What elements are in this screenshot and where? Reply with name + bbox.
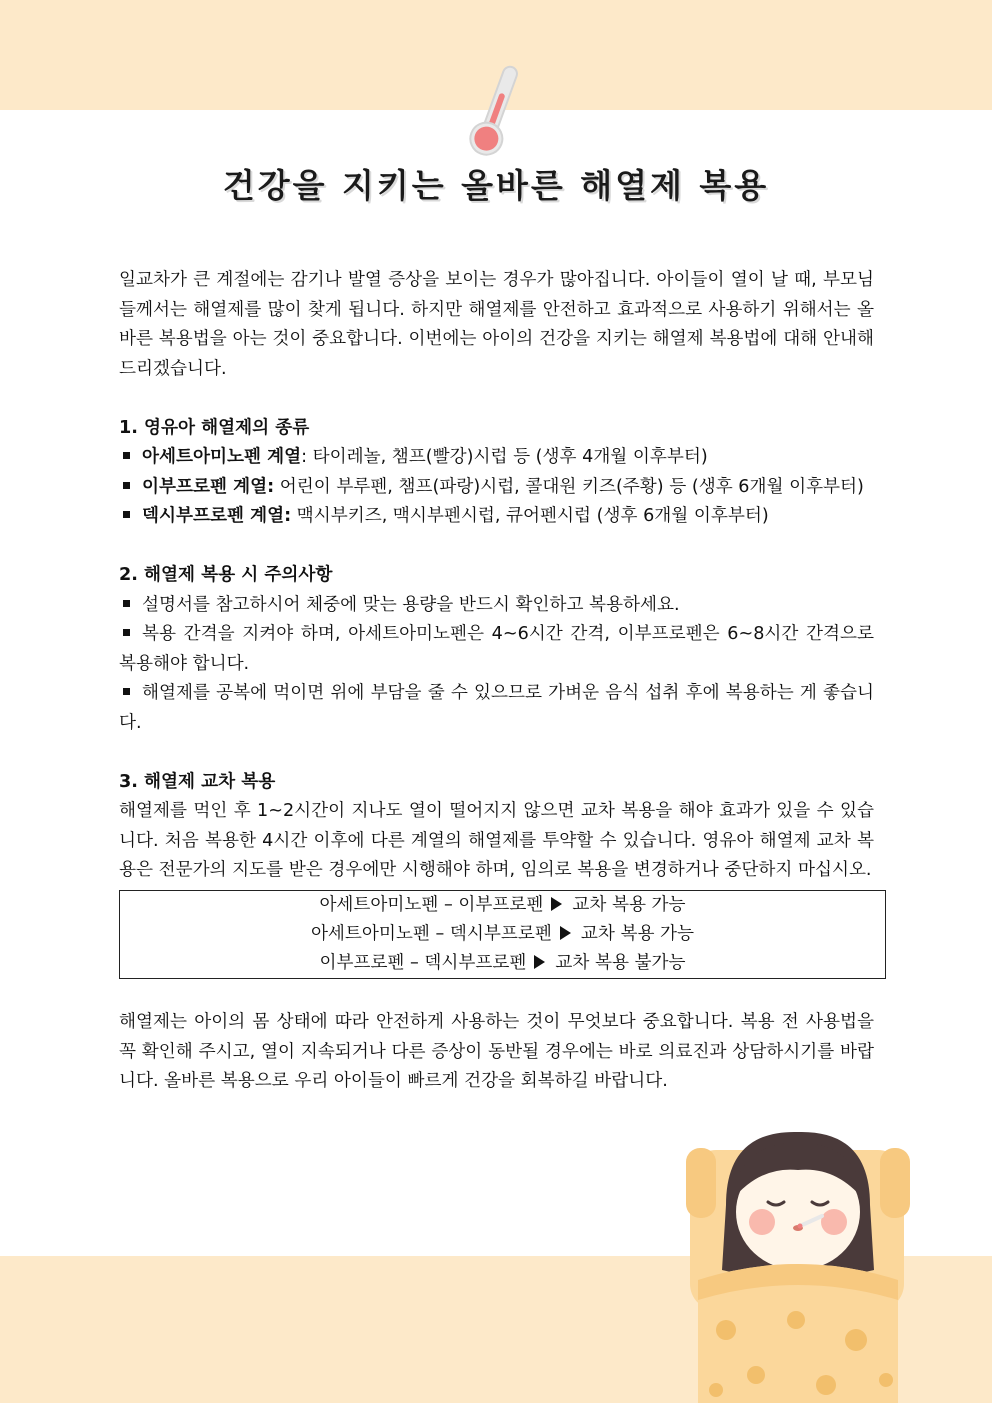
bullet-icon <box>123 511 130 518</box>
bullet-icon <box>123 452 130 459</box>
page-title: 건강을 지키는 올바른 해열제 복용 <box>222 166 770 205</box>
table-row: 아세트아미노펜 – 덱시부프로펜 교차 복용 가능 <box>310 923 695 944</box>
list-item: 해열제를 공복에 먹이면 위에 부담을 줄 수 있으므로 가벼운 음식 섭취 후에 복용하는 게 좋습니다. <box>119 683 874 733</box>
document-body <box>119 266 874 1097</box>
section2-heading: 2. 해열제 복용 시 주의사항 <box>119 565 333 585</box>
list-item: 설명서를 참고하시어 체중에 맞는 용량을 반드시 확인하고 복용하세요. <box>119 591 874 621</box>
arrow-right-icon <box>560 926 571 940</box>
section1-heading: 1. 영유아 해열제의 종류 <box>119 417 310 438</box>
cross-dosing-table <box>119 890 886 979</box>
sick-girl-illustration <box>686 1130 910 1403</box>
bullet-icon <box>123 482 130 489</box>
list-item: 복용 간격을 지켜야 하며, 아세트아미노펜은 4~6시간 간격, 이부프로펜은 6~8시간 간격으로 복용해야 합니다. <box>119 624 874 674</box>
closing-paragraph: 해열제는 아이의 몸 상태에 따라 안전하게 사용하는 것이 무엇보다 중요합니다. 복용 전 사용법을 꼭 확인해 주시고, 열이 지속되거나 다른 증상이 동반될 경우에는 바로 의료진과 상담하시기를 바랍니다. 올바른 복용으로 우리 아이들이 빠르게 건강을 회복하길 바랍니다. <box>119 1012 874 1091</box>
arrow-right-icon <box>534 955 545 969</box>
intro-paragraph: 일교차가 큰 계절에는 감기나 발열 증상을 보이는 경우가 많아집니다. 아이들이 열이 날 때, 부모님들께서는 해열제를 많이 찾게 됩니다. 하지만 해열제를 안전하고 효과적으로 사용하기 위해서는 올바른 복용법을 아는 것이 중요합니다. 이번에는 아이의 건강을 지키는 해열제 복용법에 대해 안내해 드리겠습니다. <box>119 270 874 379</box>
section3-paragraph: 해열제를 먹인 후 1~2시간이 지나도 열이 떨어지지 않으면 교차 복용을 해야 효과가 있을 수 있습니다. 처음 복용한 4시간 이후에 다른 계열의 해열제를 투약할 수 있습니다. 영유아 해열제 교차 복용은 전문가의 지도를 받은 경우에만 시행해야 하며, 임의로 복용을 변경하거나 중단하지 마십시오. <box>119 801 874 880</box>
section3-heading: 3. 해열제 교차 복용 <box>119 771 276 792</box>
list-item: 아세트아미노펜 계열: 타이레놀, 챔프(빨강)시럽 등 (생후 4개월 이후부터) <box>119 443 874 473</box>
list-item: 이부프로펜 계열: 어린이 부루펜, 챔프(파랑)시럽, 콜대원 키즈(주황) 등 (생후 6개월 이후부터) <box>119 473 874 503</box>
table-row: 아세트아미노펜 – 이부프로펜 교차 복용 가능 <box>319 894 686 915</box>
list-item: 덱시부프로펜 계열: 맥시부키즈, 맥시부펜시럽, 큐어펜시럽 (생후 6개월 이후부터) <box>119 502 874 532</box>
thermometer-icon <box>455 62 535 162</box>
arrow-right-icon <box>551 897 562 911</box>
bullet-icon <box>123 600 130 607</box>
bullet-icon <box>123 688 130 695</box>
bullet-icon <box>123 629 130 636</box>
table-row: 이부프로펜 – 덱시부프로펜 교차 복용 불가능 <box>319 952 686 973</box>
